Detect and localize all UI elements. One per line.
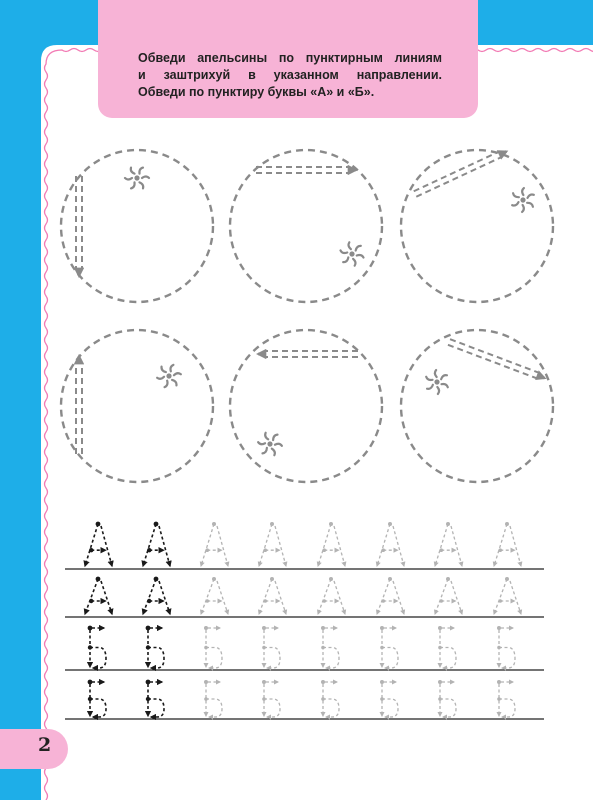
stroke-bowl (382, 648, 398, 669)
stroke-bowl (440, 648, 456, 669)
start-dot (204, 626, 208, 630)
letter-b-row3-col8 (497, 626, 515, 668)
letter-a-row2-col2 (143, 577, 170, 614)
stroke-left (85, 524, 98, 566)
letter-a-row1-col4 (259, 522, 286, 566)
start-dot (321, 680, 325, 684)
stroke-right (393, 526, 404, 566)
start-dot (497, 680, 501, 684)
stroke-bowl (148, 648, 164, 669)
stroke-left (143, 579, 156, 614)
letter-a-row2-col3 (201, 577, 228, 614)
letter-b-row3-col3 (204, 626, 222, 668)
stroke-right (275, 581, 286, 614)
start-dot (321, 626, 325, 630)
page-number: 2 (38, 734, 52, 756)
letter-b-row4-col4 (262, 680, 280, 717)
stroke-left (201, 524, 214, 566)
stroke-bowl (90, 648, 106, 669)
letter-b-row4-col1 (88, 680, 106, 717)
stroke-left (494, 524, 507, 566)
stroke-right (334, 581, 345, 614)
stroke-left (377, 579, 390, 614)
stroke-left (259, 579, 272, 614)
letter-a-row2-col5 (318, 577, 345, 614)
stroke-right (217, 581, 228, 614)
stroke-bowl (264, 699, 280, 717)
stroke-bowl (206, 699, 222, 717)
stroke-right (101, 581, 112, 614)
stroke-left (85, 579, 98, 614)
stroke-bowl (382, 699, 398, 717)
stroke-right (159, 581, 170, 614)
letter-b-row4-col7 (438, 680, 456, 717)
letter-a-row2-col7 (435, 577, 462, 614)
start-dot (438, 680, 442, 684)
letter-b-row4-col2 (146, 680, 164, 717)
letter-a-row1-col7 (435, 522, 462, 566)
letter-b-row3-col7 (438, 626, 456, 668)
letter-a-row1-col1 (85, 522, 112, 566)
stroke-left (377, 524, 390, 566)
start-dot (497, 626, 501, 630)
instruction-line-2: и заштрихуй в указанном направлении. (138, 68, 442, 82)
stroke-right (510, 581, 521, 614)
stroke-right (451, 526, 462, 566)
stroke-right (101, 526, 112, 566)
page-number-tab (0, 729, 68, 769)
stroke-bowl (148, 699, 164, 717)
start-dot (262, 680, 266, 684)
letter-b-row3-col6 (380, 626, 398, 668)
start-dot (88, 626, 93, 631)
letter-a-row1-col3 (201, 522, 228, 566)
letter-a-row1-col8 (494, 522, 521, 566)
instruction-line-3: Обведи по пунктиру буквы «А» и «Б». (138, 85, 375, 99)
start-dot (88, 680, 93, 685)
start-dot (146, 626, 151, 631)
stroke-left (201, 579, 214, 614)
stroke-left (435, 579, 448, 614)
start-dot (262, 626, 266, 630)
letter-a-row2-col4 (259, 577, 286, 614)
letter-b-row3-col5 (321, 626, 339, 668)
letter-b-row4-col8 (497, 680, 515, 717)
stroke-bowl (90, 699, 106, 717)
stroke-bowl (323, 699, 339, 717)
letter-b-row4-col5 (321, 680, 339, 717)
letter-a-row1-col2 (143, 522, 170, 566)
stroke-right (393, 581, 404, 614)
stroke-right (217, 526, 228, 566)
stroke-left (259, 524, 272, 566)
letter-b-row3-col4 (262, 626, 280, 668)
letter-a-row2-col1 (85, 577, 112, 614)
start-dot (438, 626, 442, 630)
letter-b-row3-col2 (146, 626, 164, 668)
stroke-right (275, 526, 286, 566)
start-dot (146, 680, 151, 685)
letter-b-row4-col6 (380, 680, 398, 717)
letter-a-row2-col6 (377, 577, 404, 614)
stroke-bowl (264, 648, 280, 669)
letter-a-row2-col8 (494, 577, 521, 614)
start-dot (204, 680, 208, 684)
stroke-bowl (323, 648, 339, 669)
stroke-bowl (440, 699, 456, 717)
letter-b-row4-col3 (204, 680, 222, 717)
stroke-left (143, 524, 156, 566)
start-dot (380, 626, 384, 630)
stroke-right (334, 526, 345, 566)
stroke-left (494, 579, 507, 614)
stroke-bowl (499, 648, 515, 669)
stroke-bowl (206, 648, 222, 669)
stroke-left (318, 524, 331, 566)
stroke-left (318, 579, 331, 614)
start-dot (380, 680, 384, 684)
stroke-right (159, 526, 170, 566)
instruction-line-1: Обведи апельсины по пунктирным линиям (138, 51, 442, 65)
stroke-right (510, 526, 521, 566)
stroke-bowl (499, 699, 515, 717)
stroke-left (435, 524, 448, 566)
stroke-right (451, 581, 462, 614)
letter-a-row1-col6 (377, 522, 404, 566)
letter-a-row1-col5 (318, 522, 345, 566)
letter-b-row3-col1 (88, 626, 106, 668)
